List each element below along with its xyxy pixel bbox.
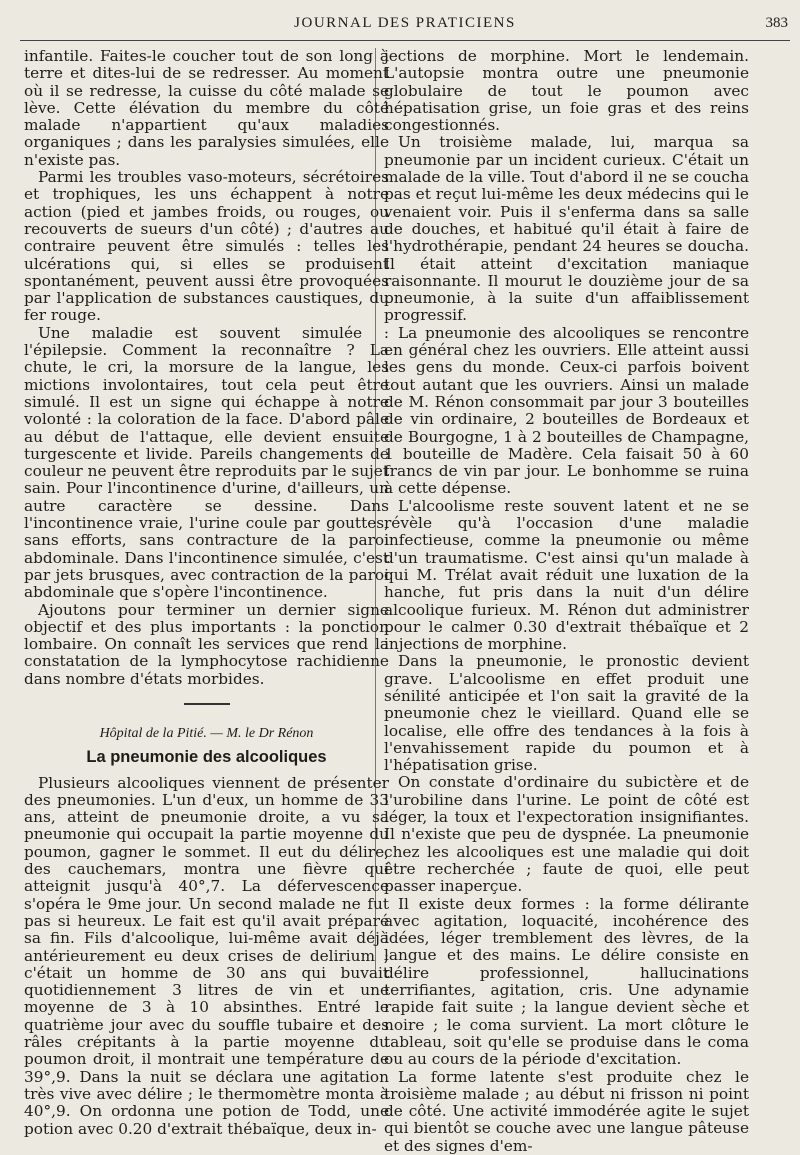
paragraph: jections de morphine. Mort le lendemain. L'autopsie montra outre une pneumonie globulaire de tout le poumon avec hépatisation grise, un foie gras et des reins congestionnés. — [384, 47, 749, 135]
paragraph: La pneumonie des alcooliques se rencontre en général chez les ouvriers. Elle atteint aussi les gens du monde. Ceux-ci parfois boivent tout autant que les ouvriers. Ainsi un malade de M. Rénon consommait par jour 3 bouteilles de vin ordinaire, 2 bouteilles de Bordeaux et de Bourgogne, 1 à 2 bouteilles de Champagne, 1 bouteille de Madère. Cela faisait 50 à 60 francs de vin par jour. Le bonhomme se ruina à cette dépense. — [384, 323, 749, 498]
paragraph: Un troisième malade, lui, marqua sa pneumonie par un incident curieux. C'était un malade de la ville. Tout d'abord il ne se coucha pas et reçut lui-même les deux médecins qui le venaient voir. Puis il s'enferma dans sa salle de douches, et habitué qu'il était à faire de l'hydrothérapie, pendant 24 heures se doucha. Il était atteint d'excitation maniaque raisonnante. Il mourut le douzième jour de sa pneumonie, à la suite d'un affaiblissement progressif. — [384, 133, 749, 325]
paragraph: Il existe deux formes : la forme délirante avec agitation, loquacité, incohérence des idées, léger tremblement des lèvres, de la langue et des mains. Le délire consiste en délire professionnel, hallucinations terrifiantes, agitation, cris. Une adynamie rapide fait suite ; la langue devient sèche et noire ; le coma survient. La mort clôture le tableau, soit qu'elle se produise dans le coma ou au cours de la période d'excitation. — [384, 894, 749, 1069]
journal-title: JOURNAL DES PRATICIENS — [294, 15, 516, 31]
paragraph: Dans la pneumonie, le pronostic devient grave. L'alcoolisme en effet produit une sénilité anticipée et l'on sait la gravité de la pneumonie chez le vieillard. Quand elle se localise, elle offre des tendances à la fois à l'envahissement rapide du poumon et à l'hépatisation grise. — [384, 652, 749, 775]
section-title: La pneumonie des alcooliques — [86, 748, 327, 767]
left-column — [24, 48, 389, 1138]
paragraph: La forme latente s'est produite chez le troisième malade ; au début ni frisson ni point de côté. Une activité immodérée agite le sujet qui bientôt se couche avec une langue pâteuse et des signes d'em- — [384, 1067, 749, 1155]
paragraph: Plusieurs alcooliques viennent de présenter des pneumonies. L'un d'eux, un homme de 33 ans, atteint de pneumonie droite, a vu sa pneumonie qui occupait la partie moyenne du poumon, gagner le sommet. Il eut du délire, des cauchemars, montra une fièvre qui atteignit jusqu'à 40°,7. La défervescence s'opéra le 9me jour. Un second malade ne fut pas si heureux. Le fait est qu'il avait préparé sa fin. Fils d'alcoolique, lui-même avait déjà antérieurement eu deux crises de delirium ; c'était un homme de 30 ans qui buvait quotidiennement 3 litres de vin et une moyenne de 3 à 10 absinthes. Entré le quatrième jour avec du souffle tubaire et des râles crépitants à la partie moyenne du poumon droit, il montrait une température de 39°,9. Dans la nuit se déclara une agitation très vive avec délire ; le thermomètre monta à 40°,9. On ordonna une potion de Todd, une potion avec 0.20 d'extrait thébaïque, deux in- — [24, 773, 389, 1138]
page-number: 383 — [765, 15, 788, 31]
paragraph: Une maladie est souvent simulée : l'épilepsie. Comment la reconnaître ? La chute, le cri, la morsure de la langue, les mictions involontaires, tout cela peut être simulé. Il est un signe qui échappe à notre volonté : la coloration de la face. D'abord pâle au début de l'attaque, elle devient ensuite turgescente et livide. Pareils changements de couleur ne peuvent être reproduits par le sujet sain. Pour l'incontinence d'urine, d'ailleurs, un autre caractère se dessine. Dans l'incontinence vraie, l'urine coule par gouttes, sans efforts, sans contracture de la paroi abdominale. Dans l'incontinence simulée, c'est par jets brusques, avec contraction de la paroi abdominale que s'opère l'incontinence. — [24, 323, 389, 602]
paragraph: L'alcoolisme reste souvent latent et ne se révèle qu'à l'occasion d'une maladie infectieuse, comme la pneumonie ou même d'un traumatisme. C'est ainsi qu'un malade à qui M. Trélat avait réduit une luxation de la hanche, fut pris dans la nuit d'un délire alcoolique furieux. M. Rénon dut administrer pour le calmer 0.30 d'extrait thébaïque et 2 injections de morphine. — [384, 496, 749, 654]
right-column — [384, 48, 749, 1155]
paragraph: Parmi les troubles vaso-moteurs, sécrétoires et trophiques, les uns échappent à notre action (pied et jambes froids, ou rouges, ou recouverts de sueurs d'un côté) ; d'autres au contraire peuvent être simulés : telles les ulcérations qui, si elles se produisent spontanément, peuvent aussi être provoquées par l'application de substances caustiques, du fer rouge. — [24, 168, 389, 325]
page-header — [20, 6, 790, 41]
section-separator — [184, 703, 230, 705]
paragraph: Ajoutons pour terminer un dernier signe objectif et des plus importants : la ponction lombaire. On connaît les services que rend la constatation de la lymphocytose rachidienne dans nombre d'états morbides. — [24, 600, 389, 688]
paragraph: On constate d'ordinaire du subictère et de l'urobiline dans l'urine. Le point de côté est léger, la toux et l'expectoration insignifiantes. Il n'existe que peu de dyspnée. La pneumonie chez les alcooliques est une maladie qui doit être recherchée ; faute de quoi, elle peut passer inaperçue. — [384, 773, 749, 896]
section-source: Hôpital de la Pitié. — M. le Dr Rénon — [99, 725, 314, 741]
paragraph: infantile. Faites-le coucher tout de son long à terre et dites-lui de se redresser. Au moment où il se redresse, la cuisse du côté malade se lève. Cette élévation du membre du côté malade n'appartient qu'aux maladies organiques ; dans les paralysies simulées, elle n'existe pas. — [24, 47, 389, 169]
